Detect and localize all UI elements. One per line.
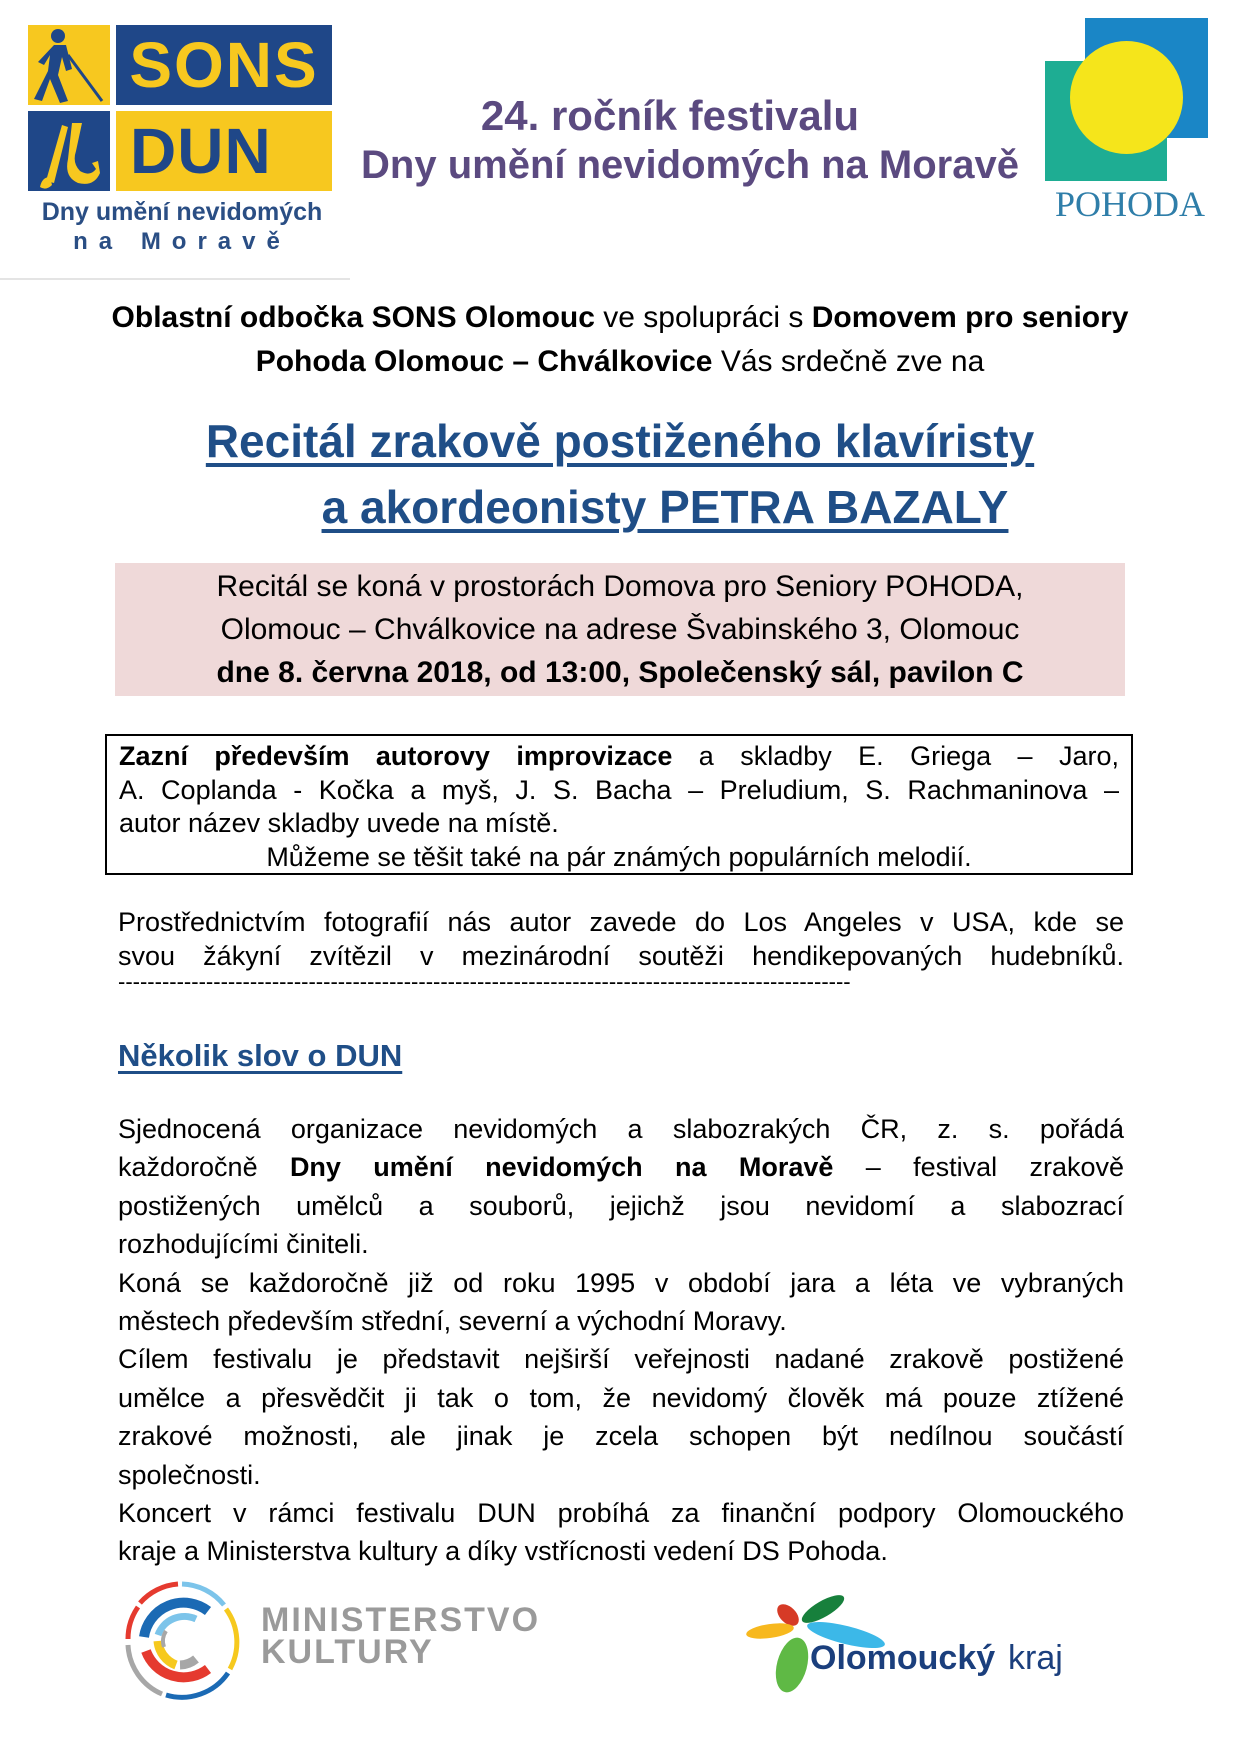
sons-subtitle-line2: na Moravě [73, 228, 291, 255]
program-line4: Můžeme se těšit také na pár známých populárních melodií. [266, 841, 972, 872]
organizer: Oblastní odbočka SONS Olomouc [111, 301, 595, 334]
intro-text: Vás srdečně zve na [712, 345, 985, 378]
festival-name-bold: Dny umění nevidomých na Moravě [289, 1152, 834, 1183]
venue-address: Olomouc – Chválkovice na adrese Švabinského 3, Olomouc [220, 613, 1020, 646]
body-line: městech především střední, severní a východní Moravy. [118, 1306, 787, 1337]
ministry-name-line2: KULTURY [261, 1633, 434, 1671]
body-line: společnosti. [118, 1459, 261, 1490]
body-line: každoročně Dny umění nevidomých na Moravě – festival zrakově [118, 1152, 1125, 1183]
art-instruments-icon [28, 111, 110, 191]
event-date-time: dne 8. června 2018, od 13:00, Společenský sál, pavilon C [216, 656, 1024, 689]
olomoucky-kraj-logo [740, 1585, 1080, 1695]
program-highlight: Zazní především autorovy improvizace [119, 741, 673, 771]
dun-section-heading: Několik slov o DUN [118, 1038, 403, 1073]
pohoda-logo [1045, 15, 1225, 230]
body-line: Koncert v rámci festivalu DUN probíhá za finanční podpory Olomouckého [118, 1498, 1124, 1529]
logo-divider [0, 278, 350, 280]
festival-header [330, 92, 1050, 190]
venue-info-box [115, 563, 1125, 696]
body-line: Cílem festivalu je představit nejširší veřejnosti nadané zrakově postižené [118, 1344, 1124, 1375]
sons-subtitle-line1: Dny umění nevidomých [41, 198, 323, 226]
ministry-name-line1: MINISTERSTVO [261, 1601, 541, 1639]
invitation-intro [110, 296, 1130, 384]
dashed-divider: ---------------------------------------------------------------------------------------------------- [118, 969, 851, 994]
body-line: postižených umělců a souborů, jejichž jsou nevidomí a slabozrací [118, 1190, 1124, 1221]
dun-text: DUN [116, 111, 332, 191]
festival-name: Dny umění nevidomých na Moravě [361, 143, 1019, 187]
region-name-light: kraj [1008, 1639, 1063, 1677]
program-line3: autor název skladby uvede na místě. [119, 808, 559, 838]
body-line: Sjednocená organizace nevidomých a slabozrakých ČR, z. s. pořádá [118, 1114, 1124, 1144]
photos-line1: Prostřednictvím fotografií nás autor zavede do Los Angeles v USA, kde se [118, 907, 1124, 937]
body-line: rozhodujícími činiteli. [118, 1229, 369, 1260]
photos-line2: svou žákyní zvítězil v mezinárodní soutěži hendikepovaných hudebníků. [118, 941, 1124, 971]
recital-title-line2: a akordeonisty PETRA BAZALY [321, 481, 1009, 533]
body-line: Koná se každoročně již od roku 1995 v období jara a léta ve vybraných [118, 1267, 1124, 1298]
venue-line1: Recitál se koná v prostorách Domova pro Seniory POHODA, [216, 570, 1024, 603]
host-venue: Domovem pro seniory Pohoda Olomouc – Chválkovice [255, 301, 1129, 378]
blind-person-icon [28, 25, 110, 105]
recital-title-line1: Recitál zrakově postiženého klavíristy [205, 415, 1035, 467]
program-line1: Zazní především autorovy improvizace a skladby E. Griega – Jaro, [119, 741, 1119, 771]
dun-description [118, 1110, 1124, 1571]
recital-title [110, 408, 1130, 540]
ministry-circle-icon [118, 1575, 248, 1705]
photos-paragraph [118, 905, 1124, 973]
region-name-bold: Olomoucký [810, 1639, 996, 1677]
sons-text: SONS [116, 25, 332, 105]
body-line: kraje a Ministerstva kultury a díky vstřícnosti vedení DS Pohoda. [118, 1536, 888, 1567]
pohoda-name: POHODA [1054, 184, 1205, 224]
program-line2: A. Coplanda - Kočka a myš, J. S. Bacha – Preludium, S. Rachmaninova – [119, 774, 1119, 805]
ministry-of-culture-logo [118, 1575, 541, 1705]
sons-dun-logo [0, 0, 350, 283]
festival-edition: 24. ročník festivalu [480, 92, 860, 139]
program-box [105, 734, 1133, 875]
body-line: zrakové možnosti, ale jinak je zcela schopen být nedílnou součástí [118, 1421, 1124, 1452]
intro-text: ve spolupráci s [594, 301, 812, 334]
body-line: umělce a přesvědčit ji tak o tom, že nevidomý člověk má pouze ztížené [118, 1382, 1124, 1413]
pohoda-sun-icon [1070, 41, 1183, 154]
